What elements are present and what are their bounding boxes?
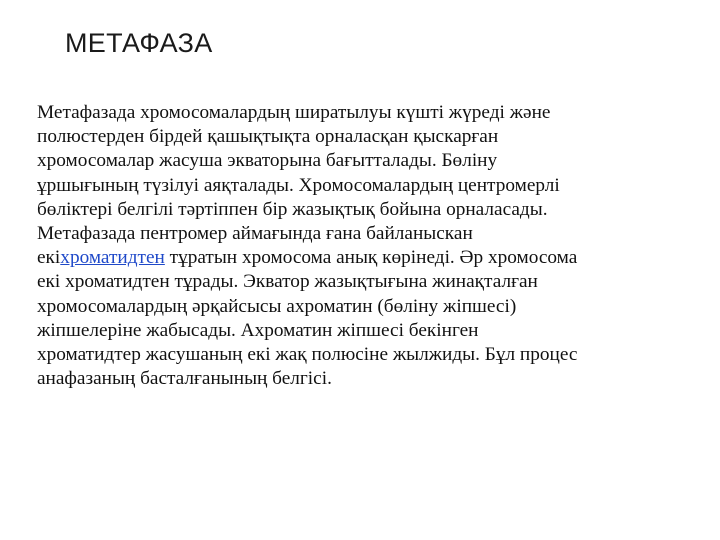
paragraph-line: Метафазада пентромер аймағында ғана байланыскан <box>37 223 473 245</box>
paragraph-line-with-link <box>37 246 667 270</box>
paragraph-line: бөліктері белгілі тәртіппен бір жазықтық бойына орналасады. <box>37 198 548 220</box>
chromatid-link[interactable]: хроматидтен <box>60 247 165 269</box>
paragraph-line: ұршығының түзілуі аяқталады. Хромосомалардың центромерлі <box>37 174 560 196</box>
paragraph-line: хромосомалар жасуша экваторына бағытталады. Бөліну <box>37 150 498 172</box>
paragraph-line: полюстерден бірдей қашықтықта орналасқан қыскарған <box>37 126 499 148</box>
slide-title: МЕТАФАЗА <box>65 28 213 58</box>
paragraph-line: Метафазада хромосомалардың ширатылуы күшті жүреді және <box>37 102 551 123</box>
body-paragraph <box>37 101 667 391</box>
paragraph-line: жіпшелеріне жабысады. Ахроматин жіпшесі бекінген <box>37 319 479 341</box>
text-before-link: екі <box>37 247 61 269</box>
text-after-link: тұратын хромосома анық көрінеді. Әр хромосома <box>164 247 578 269</box>
paragraph-line: анафазаның басталғанының белгісі. <box>37 368 332 390</box>
paragraph-line: хромосомалардың әрқайсысы ахроматин (бөліну жіпшесі) <box>37 295 517 317</box>
paragraph-line: екі хроматидтен тұрады. Экватор жазықтығына жинақталған <box>37 271 538 293</box>
paragraph-line: хроматидтер жасушаның екі жақ полюсіне жылжиды. Бұл процес <box>37 344 578 366</box>
